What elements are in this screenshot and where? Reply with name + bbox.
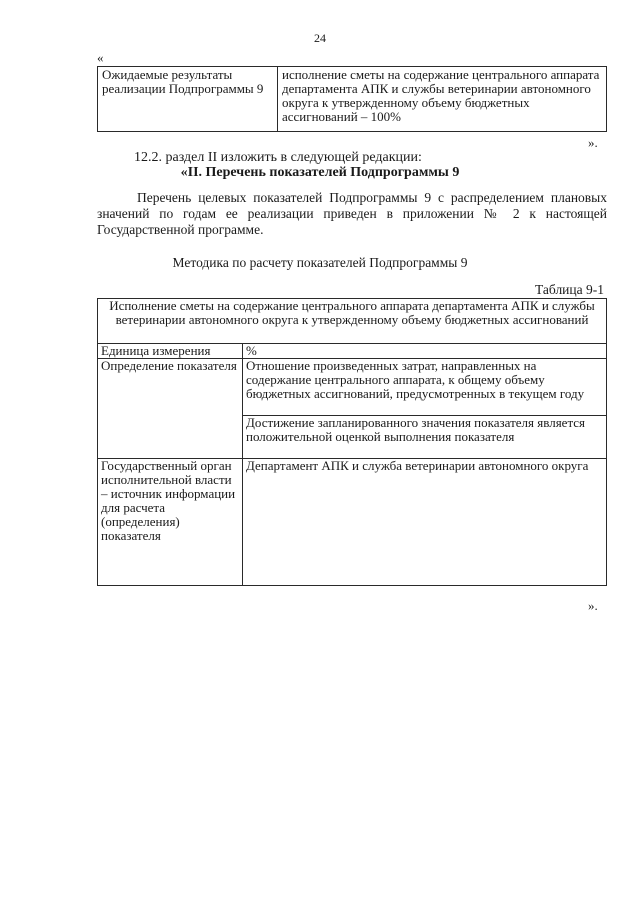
indicator-title: Исполнение сметы на содержание центрального аппарата департамента АПК и службы ветеринарии автономного округа к утвержденному объему бюджетных ассигнований [98,299,607,344]
table-row [98,459,607,586]
definition-value-2: Достижение запланированного значения показателя является положительной оценкой выполнения показателя [243,416,607,459]
section-instruction-text: раздел II изложить в следующей редакции: [165,150,422,165]
section-heading: «II. Перечень показателей Подпрограммы 9 [180,165,460,180]
unit-label: Единица измерения [98,344,243,359]
table-label: Таблица 9-1 [535,282,604,297]
indicator-table [97,298,607,586]
expected-results-table [97,66,607,132]
close-quote-bottom: ». [588,598,598,613]
source-value: Департамент АПК и служба ветеринарии автономного округа [243,459,607,586]
method-title: Методика по расчету показателей Подпрограммы 9 [172,255,468,270]
definition-value-1: Отношение произведенных затрат, направленных на содержание центрального аппарата, к общему объему бюджетных ассигнований, предусмотренных в текущем году [243,359,607,416]
table-row [98,299,607,344]
open-quote: « [97,50,104,65]
table-row [98,67,607,132]
section-paragraph: Перечень целевых показателей Подпрограммы 9 с распределением плановых значений по годам ее реализации приведен в приложении № 2 к настоящей Государственной программе. [97,190,607,237]
section-instruction [134,150,422,166]
unit-value: % [243,344,607,359]
table-row [98,359,607,416]
expected-results-label: Ожидаемые результаты реализации Подпрограммы 9 [98,67,278,132]
expected-results-value: исполнение сметы на содержание центрального аппарата департамента АПК и службы ветеринарии автономного округа к утвержденному объему бюджетных ассигнований – 100% [278,67,607,132]
section-number: 12.2. [134,150,162,165]
definition-label: Определение показателя [98,359,243,459]
source-label: Государственный орган исполнительной власти – источник информации для расчета (определения) показателя [98,459,243,586]
table-row [98,344,607,359]
page-number: 24 [314,31,326,45]
close-quote-top: ». [588,135,598,150]
